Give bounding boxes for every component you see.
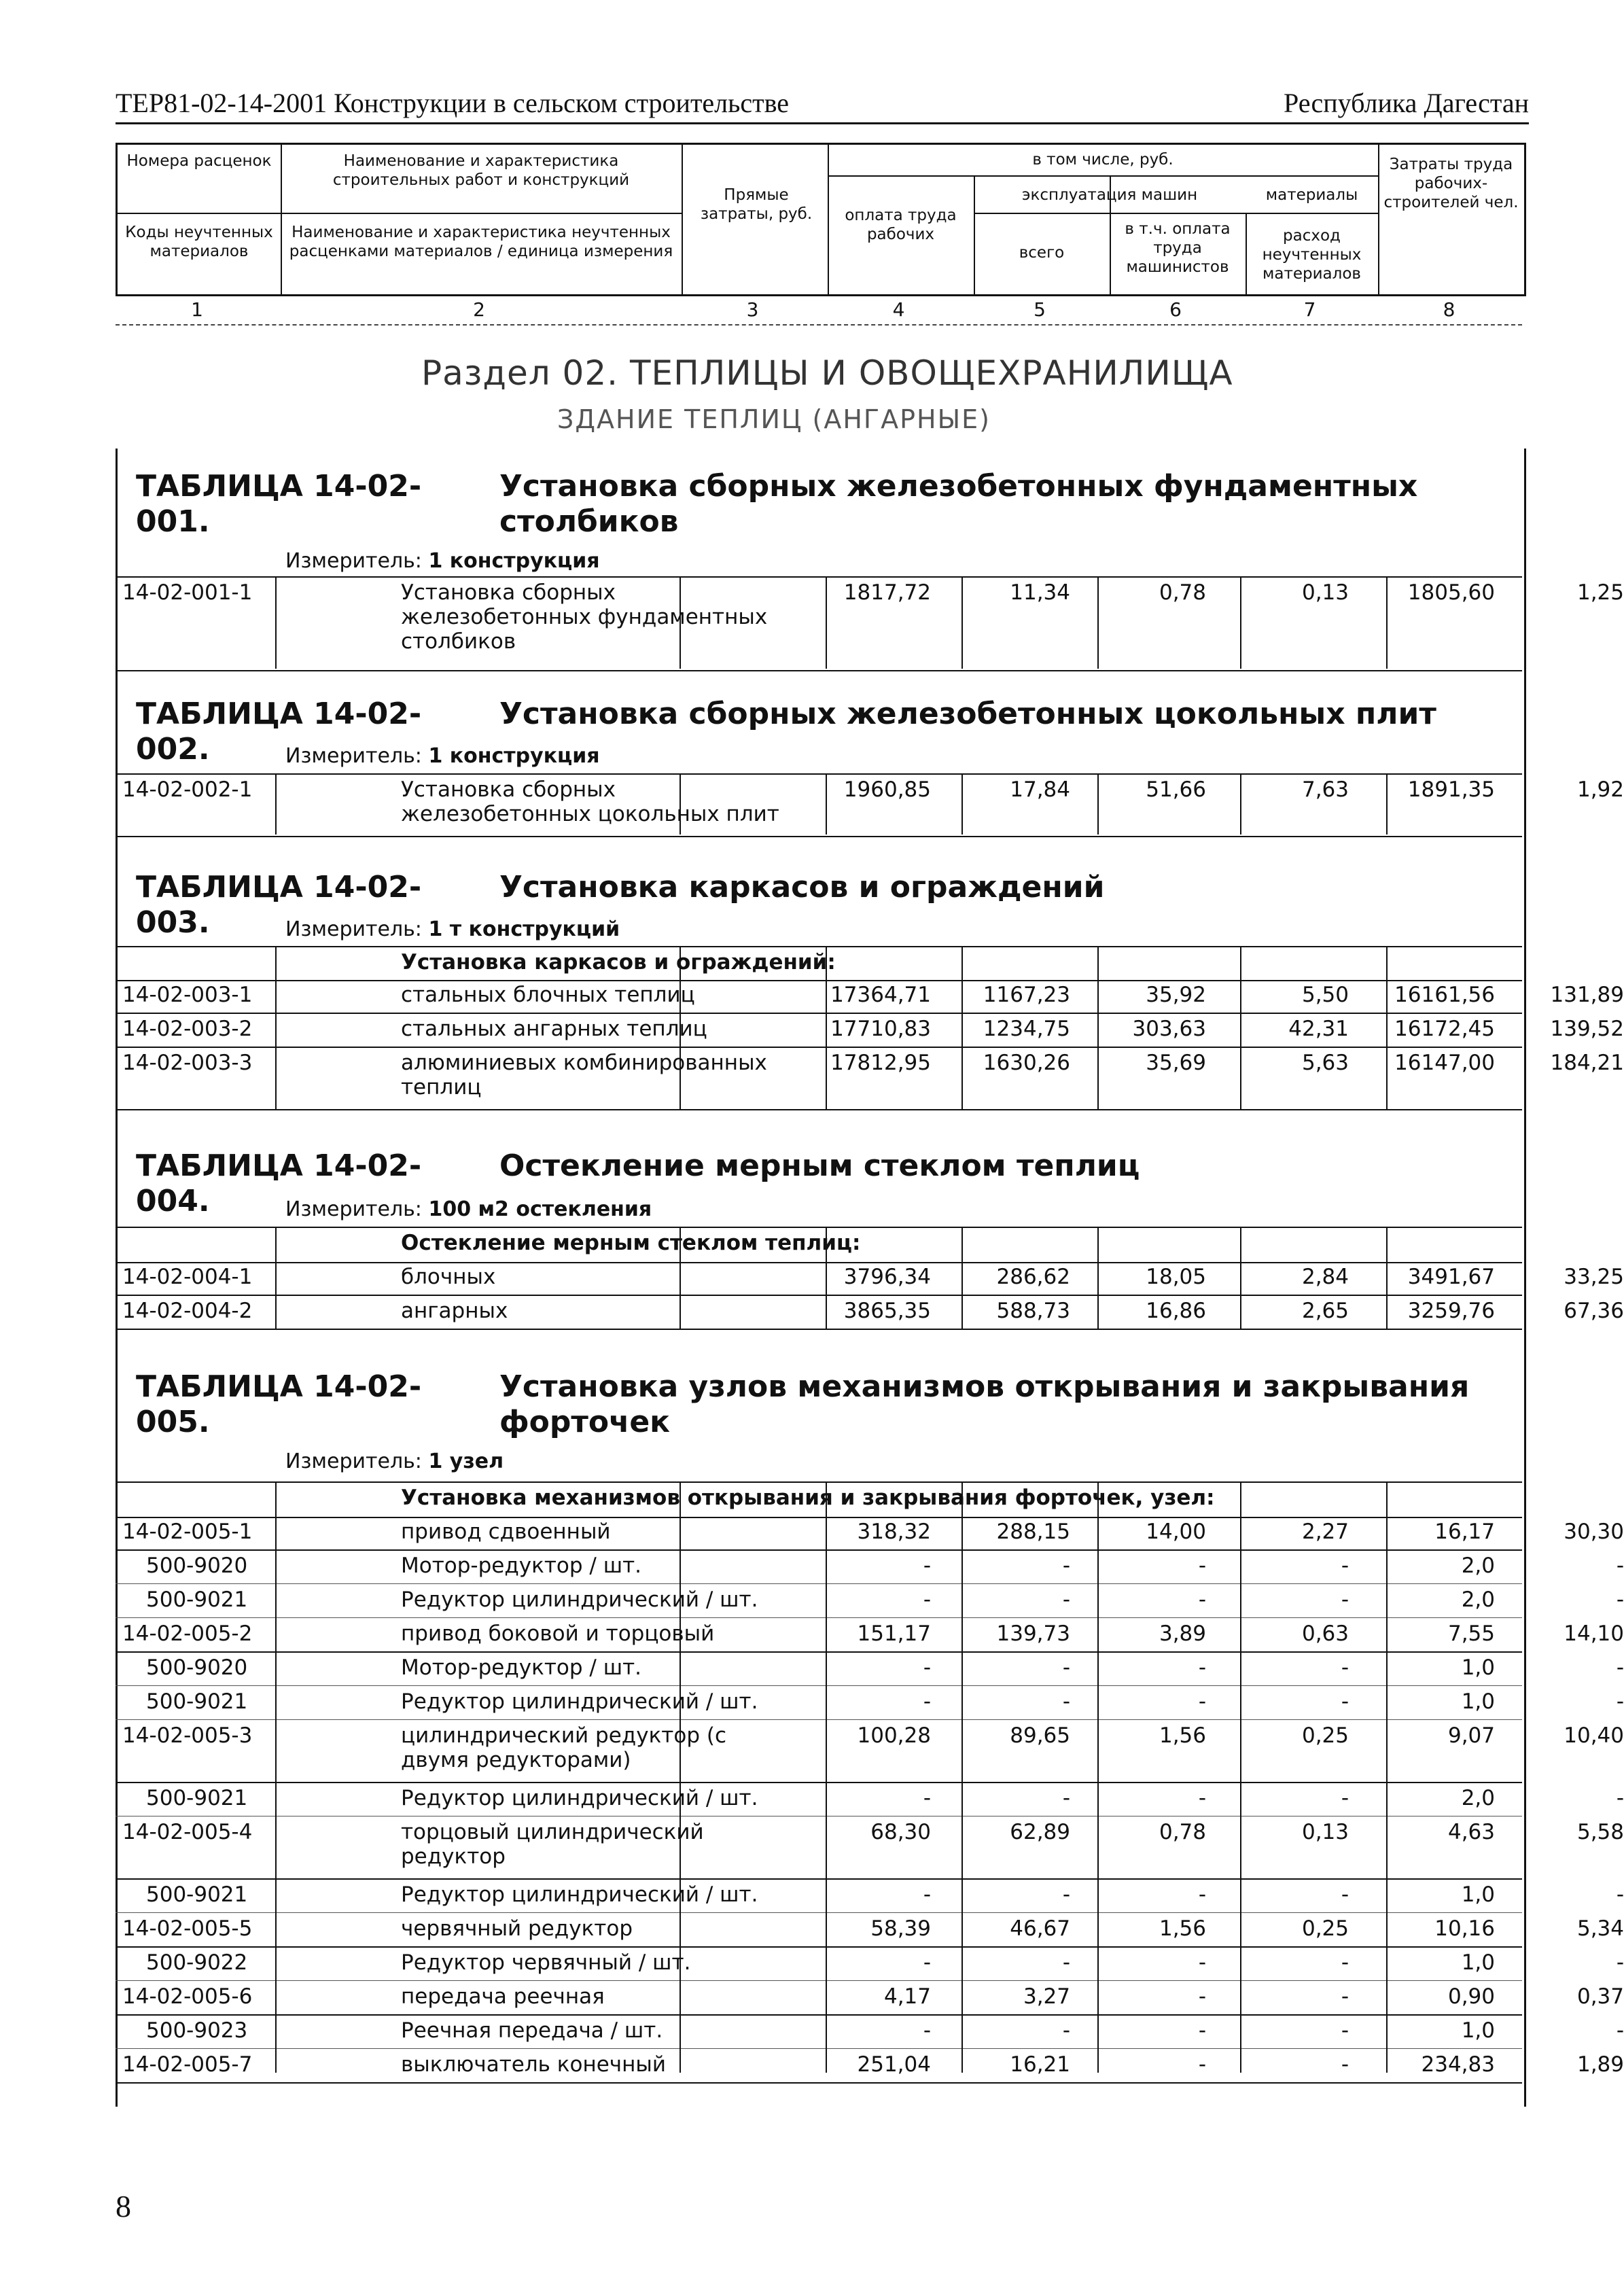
material-row: [116, 1687, 1624, 1720]
labor-pay: -: [1062, 1587, 1070, 1612]
column-divider: [826, 1481, 827, 2073]
col-labor-pay: оплата труда рабочих: [845, 207, 957, 243]
machine-labor: -: [1341, 1984, 1349, 2009]
column-divider: [679, 1481, 681, 2073]
table-code: ТАБЛИЦА 14-02-003.: [136, 870, 422, 940]
machine-total: 0,78: [1159, 580, 1206, 605]
group-header: Установка механизмов открывания и закрывания форточек, узел:: [401, 1486, 1215, 1510]
machine-total: 51,66: [1146, 777, 1206, 802]
materials: 1,0: [1461, 1655, 1495, 1680]
materials: 1,0: [1461, 1950, 1495, 1975]
machine-total: -: [1198, 1984, 1206, 2009]
col-labor-costs: Затраты труда рабочих-строителей чел.: [1383, 156, 1519, 211]
rate-name: Редуктор червячный / шт.: [401, 1950, 691, 1975]
table-row: [116, 1817, 1624, 1880]
table-row: [116, 2050, 1624, 2084]
machine-total: 0,78: [1159, 1820, 1206, 1844]
column-divider: [679, 1227, 681, 1329]
direct-costs: -: [923, 1950, 931, 1975]
labor-pay: -: [1062, 1786, 1070, 1810]
rate-code: 500-9020: [146, 1553, 248, 1578]
machine-total: 14,00: [1146, 1520, 1206, 1544]
labor-pay: 62,89: [1010, 1820, 1070, 1844]
table-row: [116, 1914, 1624, 1948]
direct-costs: 3796,34: [843, 1265, 931, 1289]
table-row: [116, 1262, 1624, 1296]
rate-code: 14-02-004-2: [122, 1299, 253, 1323]
direct-costs: -: [923, 1689, 931, 1714]
machine-labor: -: [1341, 1655, 1349, 1680]
direct-costs: 318,32: [857, 1520, 931, 1544]
rate-name: Реечная передача / шт.: [401, 2018, 663, 2043]
col-consumption: расход неучтенных материалов: [1262, 227, 1362, 283]
table-name: Установка сборных железобетонных цокольных плит: [499, 697, 1436, 731]
labor-costs: -: [1616, 1786, 1624, 1810]
rate-code: 14-02-002-1: [122, 777, 253, 802]
column-divider: [275, 1227, 277, 1329]
labor-costs: 184,21: [1550, 1051, 1624, 1075]
column-divider: [1097, 1481, 1099, 2073]
machine-labor: -: [1341, 1689, 1349, 1714]
direct-costs: 251,04: [857, 2052, 931, 2077]
column-divider: [826, 1227, 827, 1329]
labor-pay: 3,27: [1023, 1984, 1070, 2009]
machine-labor: 2,65: [1301, 1299, 1349, 1323]
direct-costs: -: [923, 1655, 931, 1680]
column-divider: [961, 576, 963, 669]
rate-code: 500-9020: [146, 1655, 248, 1680]
machine-labor: 0,25: [1301, 1723, 1349, 1748]
col-work-name: Наименование и характеристика строительных работ и конструкций: [332, 152, 630, 189]
rate-code: 500-9021: [146, 1786, 248, 1810]
rate-code: 14-02-001-1: [122, 580, 253, 605]
machine-labor: -: [1341, 1553, 1349, 1578]
direct-costs: 4,17: [883, 1984, 931, 2009]
group-header-row: [116, 1227, 1522, 1263]
machine-labor: 0,63: [1301, 1621, 1349, 1646]
machine-labor: -: [1341, 2052, 1349, 2077]
machine-labor: 7,63: [1301, 777, 1349, 802]
machine-labor: 5,50: [1301, 983, 1349, 1007]
column-divider: [826, 773, 827, 835]
labor-costs: 131,89: [1550, 983, 1624, 1007]
rate-name: червячный редуктор: [401, 1916, 633, 1941]
rate-name: цилиндрический редуктор (с двумя редукторами): [401, 1723, 726, 1772]
machine-total: -: [1198, 1587, 1206, 1612]
machine-total: 1,56: [1159, 1723, 1206, 1748]
col-incl-labor: в т.ч. оплата труда машинистов: [1125, 220, 1231, 276]
direct-costs: -: [923, 1786, 931, 1810]
materials: 4,63: [1447, 1820, 1495, 1844]
col-unaccounted-names: Наименование и характеристика неучтенных расценками материалов / единица измерения: [289, 224, 673, 260]
machine-labor: -: [1341, 1786, 1349, 1810]
col-rate-numbers: Номера расценок: [126, 152, 272, 170]
labor-costs: -: [1616, 1950, 1624, 1975]
col-number: 3: [746, 298, 759, 321]
material-row: [116, 1585, 1624, 1618]
rate-code: 14-02-005-1: [122, 1520, 253, 1544]
materials: 1,0: [1461, 1689, 1495, 1714]
direct-costs: -: [923, 2018, 931, 2043]
table-title: [136, 469, 1418, 540]
materials: 3259,76: [1407, 1299, 1495, 1323]
table-meter: Измеритель: 1 конструкция: [285, 549, 600, 573]
direct-costs: 17812,95: [830, 1051, 931, 1075]
labor-costs: 33,25: [1564, 1265, 1624, 1289]
table-name: Установка сборных железобетонных фундаментных столбиков: [499, 469, 1418, 539]
materials: 16161,56: [1394, 983, 1495, 1007]
group-header-row: [116, 946, 1522, 981]
material-row: [116, 1653, 1624, 1686]
column-divider: [679, 576, 681, 669]
column-divider: [1240, 1481, 1241, 2073]
column-divider: [1386, 576, 1388, 669]
table-code: ТАБЛИЦА 14-02-002.: [136, 697, 422, 767]
machine-total: -: [1198, 2018, 1206, 2043]
direct-costs: 100,28: [857, 1723, 931, 1748]
col-number: 6: [1169, 298, 1182, 321]
machine-labor: -: [1341, 2018, 1349, 2043]
direct-costs: 58,39: [870, 1916, 931, 1941]
column-divider: [1240, 773, 1241, 835]
labor-pay: 89,65: [1010, 1723, 1070, 1748]
labor-pay: -: [1062, 2018, 1070, 2043]
col-number: 8: [1443, 298, 1455, 321]
rate-code: 14-02-005-6: [122, 1984, 253, 2009]
table-row: [116, 773, 1624, 837]
col-machine-ops: эксплуатация машин: [1021, 186, 1198, 204]
col-number: 7: [1303, 298, 1316, 321]
labor-pay: 11,34: [1010, 580, 1070, 605]
material-row: [116, 1948, 1624, 1981]
column-divider: [1386, 1227, 1388, 1329]
labor-costs: -: [1616, 1655, 1624, 1680]
labor-pay: 588,73: [996, 1299, 1070, 1323]
labor-costs: -: [1616, 1689, 1624, 1714]
col-number: 5: [1034, 298, 1046, 321]
direct-costs: 68,30: [870, 1820, 931, 1844]
materials: 1891,35: [1407, 777, 1495, 802]
materials: 2,0: [1461, 1786, 1495, 1810]
column-divider: [679, 773, 681, 835]
machine-total: -: [1198, 2052, 1206, 2077]
direct-costs: 1817,72: [843, 580, 931, 605]
rate-name: выключатель конечный: [401, 2052, 666, 2077]
machine-total: 16,86: [1146, 1299, 1206, 1323]
column-divider: [1097, 773, 1099, 835]
table-title: [136, 1369, 1470, 1440]
labor-pay: 1234,75: [983, 1017, 1070, 1041]
table-row: [116, 1619, 1624, 1653]
rate-code: 14-02-004-1: [122, 1265, 253, 1289]
machine-total: -: [1198, 1786, 1206, 1810]
rate-name: Установка сборных железобетонных цокольных плит: [401, 777, 779, 826]
labor-costs: 5,34: [1576, 1916, 1624, 1941]
labor-pay: 46,67: [1010, 1916, 1070, 1941]
material-row: [116, 1783, 1624, 1816]
rate-name: блочных: [401, 1265, 496, 1289]
column-divider: [275, 1481, 277, 2073]
column-divider: [1097, 1227, 1099, 1329]
column-header: [116, 143, 1526, 296]
table-meter: Измеритель: 100 м2 остекления: [285, 1197, 652, 1221]
machine-total: -: [1198, 1689, 1206, 1714]
materials: 16,17: [1434, 1520, 1495, 1544]
region-name: Республика Дагестан: [1284, 88, 1529, 118]
rate-name: Установка сборных железобетонных фундаментных столбиков: [401, 580, 768, 654]
table-meter: Измеритель: 1 конструкция: [285, 744, 600, 768]
rate-name: алюминиевых комбинированных теплиц: [401, 1051, 767, 1100]
labor-pay: -: [1062, 1950, 1070, 1975]
rate-code: 500-9023: [146, 2018, 248, 2043]
labor-costs: 1,89: [1576, 2052, 1624, 2077]
machine-labor: -: [1341, 1882, 1349, 1907]
col-total: всего: [1019, 244, 1065, 262]
machine-total: 1,56: [1159, 1916, 1206, 1941]
table-meter: Измеритель: 1 т конструкций: [285, 917, 620, 941]
table-meter: Измеритель: 1 узел: [285, 1450, 504, 1473]
machine-total: -: [1198, 1655, 1206, 1680]
labor-pay: 1167,23: [983, 983, 1070, 1007]
section-subtitle: ЗДАНИЕ ТЕПЛИЦ (АНГАРНЫЕ): [557, 404, 991, 434]
col-unaccounted-codes: Коды неучтенных материалов: [125, 224, 273, 260]
labor-costs: 1,25: [1576, 580, 1624, 605]
materials: 1,0: [1461, 1882, 1495, 1907]
labor-costs: -: [1616, 2018, 1624, 2043]
table-name: Остекление мерным стеклом теплиц: [499, 1148, 1140, 1183]
materials: 2,0: [1461, 1553, 1495, 1578]
direct-costs: 151,17: [857, 1621, 931, 1646]
machine-total: 18,05: [1146, 1265, 1206, 1289]
materials: 10,16: [1434, 1916, 1495, 1941]
material-row: [116, 1880, 1624, 1913]
group-header: Установка каркасов и ограждений:: [401, 950, 836, 975]
material-row: [116, 1551, 1624, 1584]
rate-code: 500-9021: [146, 1689, 248, 1714]
materials: 1805,60: [1407, 580, 1495, 605]
materials: 16172,45: [1394, 1017, 1495, 1041]
table-name: Установка узлов механизмов открывания и закрывания форточек: [499, 1369, 1470, 1439]
column-divider: [1386, 1481, 1388, 2073]
labor-costs: 67,36: [1564, 1299, 1624, 1323]
rate-name: ангарных: [401, 1299, 508, 1323]
table-row: [116, 1296, 1624, 1330]
machine-labor: -: [1341, 1950, 1349, 1975]
materials: 2,0: [1461, 1587, 1495, 1612]
column-divider: [1240, 1227, 1241, 1329]
direct-costs: 17710,83: [830, 1017, 931, 1041]
table-row: [116, 1721, 1624, 1783]
direct-costs: 17364,71: [830, 983, 931, 1007]
rate-name: привод сдвоенный: [401, 1520, 611, 1544]
section-title: Раздел 02. ТЕПЛИЦЫ И ОВОЩЕХРАНИЛИЩА: [421, 353, 1233, 393]
rate-name: Редуктор цилиндрический / шт.: [401, 1786, 758, 1810]
machine-labor: 2,84: [1301, 1265, 1349, 1289]
table-row: [116, 1517, 1624, 1551]
rate-code: 14-02-005-5: [122, 1916, 253, 1941]
group-header-row: [116, 1481, 1522, 1518]
labor-costs: 14,10: [1564, 1621, 1624, 1646]
table-row: [116, 576, 1624, 671]
labor-pay: 1630,26: [983, 1051, 1070, 1075]
column-divider: [1240, 576, 1241, 669]
rate-code: 14-02-003-1: [122, 983, 253, 1007]
column-divider: [961, 1227, 963, 1329]
rate-name: передача реечная: [401, 1984, 605, 2009]
materials: 7,55: [1447, 1621, 1495, 1646]
rate-code: 14-02-005-7: [122, 2052, 253, 2077]
machine-total: -: [1198, 1950, 1206, 1975]
rate-code: 500-9021: [146, 1882, 248, 1907]
rate-name: Редуктор цилиндрический / шт.: [401, 1587, 758, 1612]
table-row: [116, 980, 1624, 1014]
labor-pay: 286,62: [996, 1265, 1070, 1289]
labor-pay: -: [1062, 1689, 1070, 1714]
materials: 9,07: [1447, 1723, 1495, 1748]
rate-code: 500-9022: [146, 1950, 248, 1975]
labor-costs: 10,40: [1564, 1723, 1624, 1748]
col-number: 2: [473, 298, 485, 321]
col-number: 1: [191, 298, 203, 321]
column-divider: [275, 576, 277, 669]
rate-code: 14-02-003-3: [122, 1051, 253, 1075]
rate-code: 14-02-005-3: [122, 1723, 253, 1748]
direct-costs: -: [923, 1553, 931, 1578]
column-divider: [1386, 946, 1388, 1109]
rate-code: 14-02-005-2: [122, 1621, 253, 1646]
labor-costs: -: [1616, 1882, 1624, 1907]
machine-labor: 5,63: [1301, 1051, 1349, 1075]
machine-total: 3,89: [1159, 1621, 1206, 1646]
column-divider: [1386, 773, 1388, 835]
materials: 0,90: [1447, 1984, 1495, 2009]
machine-labor: -: [1341, 1587, 1349, 1612]
page-number: 8: [116, 2189, 131, 2224]
labor-costs: 5,58: [1576, 1820, 1624, 1844]
column-divider: [961, 946, 963, 1109]
table-row: [116, 1014, 1624, 1048]
labor-costs: 139,52: [1550, 1017, 1624, 1041]
col-direct-costs: Прямые затраты, руб.: [700, 186, 813, 223]
materials: 3491,67: [1407, 1265, 1495, 1289]
col-number: 4: [892, 298, 905, 321]
table-name: Установка каркасов и ограждений: [499, 870, 1105, 905]
table-code: ТАБЛИЦА 14-02-001.: [136, 469, 422, 539]
rate-code: 14-02-005-4: [122, 1820, 253, 1844]
column-divider: [826, 946, 827, 1109]
column-divider: [961, 773, 963, 835]
labor-costs: -: [1616, 1553, 1624, 1578]
table-row: [116, 1982, 1624, 2016]
group-header: Остекление мерным стеклом теплиц:: [401, 1231, 861, 1255]
rate-code: 500-9021: [146, 1587, 248, 1612]
labor-pay: -: [1062, 1882, 1070, 1907]
column-divider: [961, 1481, 963, 2073]
running-header: [116, 82, 1529, 124]
table-row: [116, 1048, 1624, 1110]
rate-name: Мотор-редуктор / шт.: [401, 1553, 641, 1578]
direct-costs: 3865,35: [843, 1299, 931, 1323]
machine-labor: 0,13: [1301, 580, 1349, 605]
column-divider: [679, 946, 681, 1109]
labor-costs: 0,37: [1576, 1984, 1624, 2009]
table-code: ТАБЛИЦА 14-02-005.: [136, 1369, 422, 1439]
table-code: ТАБЛИЦА 14-02-004.: [136, 1148, 422, 1218]
col-in-that-number: в том числе, руб.: [1032, 151, 1173, 169]
machine-labor: 0,25: [1301, 1916, 1349, 1941]
column-divider: [1097, 576, 1099, 669]
machine-labor: 42,31: [1288, 1017, 1349, 1041]
machine-total: 303,63: [1132, 1017, 1206, 1041]
machine-total: 35,69: [1146, 1051, 1206, 1075]
rate-name: Редуктор цилиндрический / шт.: [401, 1882, 758, 1907]
direct-costs: -: [923, 1587, 931, 1612]
materials: 16147,00: [1394, 1051, 1495, 1075]
rate-name: Редуктор цилиндрический / шт.: [401, 1689, 758, 1714]
machine-total: -: [1198, 1553, 1206, 1578]
labor-pay: -: [1062, 1655, 1070, 1680]
machine-labor: 0,13: [1301, 1820, 1349, 1844]
machine-total: -: [1198, 1882, 1206, 1907]
rate-name: торцовый цилиндрический редуктор: [401, 1820, 704, 1869]
materials: 234,83: [1421, 2052, 1495, 2077]
rate-name: привод боковой и торцовый: [401, 1621, 715, 1646]
labor-costs: 30,30: [1564, 1520, 1624, 1544]
labor-pay: 16,21: [1010, 2052, 1070, 2077]
direct-costs: -: [923, 1882, 931, 1907]
materials: 1,0: [1461, 2018, 1495, 2043]
labor-pay: 17,84: [1010, 777, 1070, 802]
rate-name: стальных блочных теплиц: [401, 983, 695, 1007]
col-materials: материалы: [1265, 186, 1358, 204]
labor-costs: -: [1616, 1587, 1624, 1612]
column-number-row: [116, 296, 1522, 326]
column-divider: [1097, 946, 1099, 1109]
labor-pay: 288,15: [996, 1520, 1070, 1544]
rate-name: Мотор-редуктор / шт.: [401, 1655, 641, 1680]
column-divider: [1240, 946, 1241, 1109]
column-divider: [275, 946, 277, 1109]
direct-costs: 1960,85: [843, 777, 931, 802]
document-title: ТЕР81-02-14-2001 Конструкции в сельском строительстве: [116, 88, 790, 118]
labor-costs: 1,92: [1576, 777, 1624, 802]
column-divider: [826, 576, 827, 669]
column-divider: [275, 773, 277, 835]
labor-pay: 139,73: [996, 1621, 1070, 1646]
labor-pay: -: [1062, 1553, 1070, 1578]
rate-code: 14-02-003-2: [122, 1017, 253, 1041]
material-row: [116, 2016, 1624, 2049]
machine-total: 35,92: [1146, 983, 1206, 1007]
rate-name: стальных ангарных теплиц: [401, 1017, 707, 1041]
machine-labor: 2,27: [1301, 1520, 1349, 1544]
